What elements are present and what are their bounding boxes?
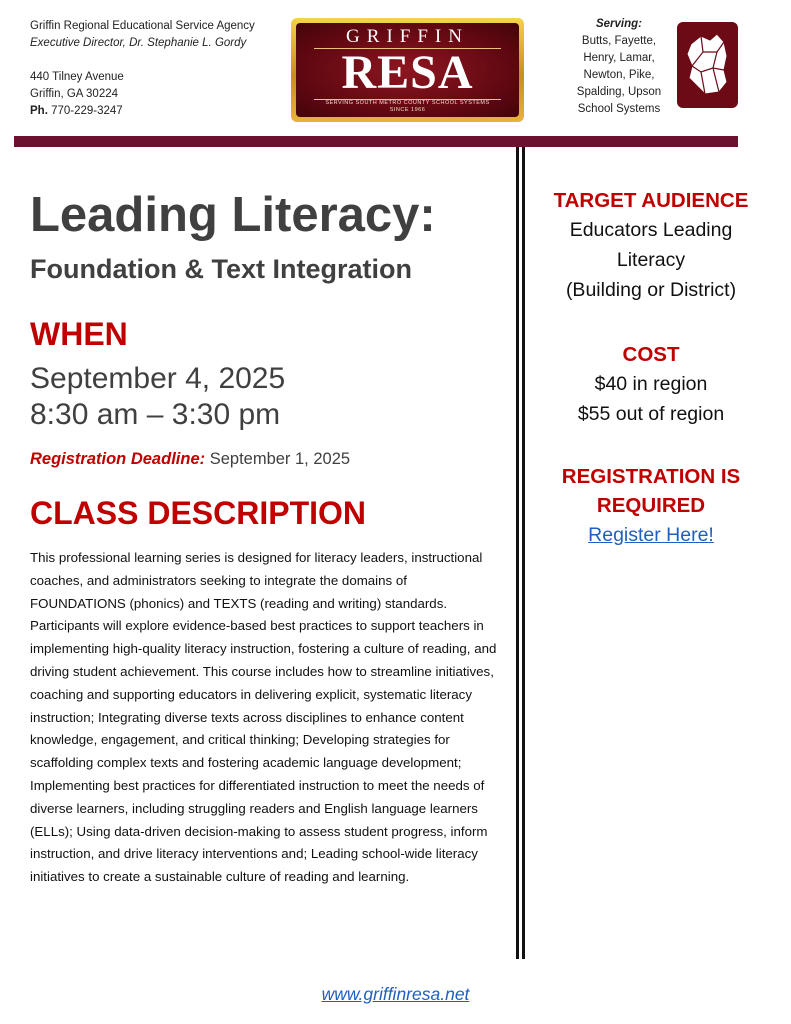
registration-heading-line: REQUIRED bbox=[596, 494, 706, 517]
cost-line: $55 out of region bbox=[577, 403, 725, 425]
deadline-label: Registration Deadline: bbox=[30, 450, 206, 468]
column-divider-right bbox=[522, 147, 525, 959]
when-heading: WHEN bbox=[30, 316, 128, 352]
page-title: Leading Literacy: bbox=[30, 188, 436, 242]
target-audience-heading: TARGET AUDIENCE bbox=[553, 189, 749, 212]
deadline-date: September 1, 2025 bbox=[205, 450, 351, 468]
phone-number: 770-229-3247 bbox=[47, 105, 123, 117]
phone-line bbox=[30, 103, 255, 120]
serving-line: School Systems bbox=[577, 103, 661, 115]
header-divider-bar bbox=[14, 136, 738, 147]
agency-contact-block bbox=[30, 18, 255, 120]
registration-block bbox=[540, 462, 762, 550]
website-link[interactable]: www.griffinresa.net bbox=[321, 984, 470, 1004]
column-divider-left bbox=[516, 147, 519, 959]
serving-label: Serving: bbox=[595, 18, 642, 30]
executive-director: Executive Director, Dr. Stephanie L. Gordy bbox=[30, 37, 247, 49]
phone-label: Ph. bbox=[30, 105, 48, 117]
logo-main-text: RESA bbox=[341, 46, 474, 99]
registration-heading-line: REGISTRATION IS bbox=[561, 465, 741, 488]
register-here-link[interactable]: Register Here! bbox=[588, 524, 714, 546]
city-state-zip: Griffin, GA 30224 bbox=[30, 88, 119, 100]
agency-name: Griffin Regional Educational Service Agency bbox=[30, 20, 255, 32]
logo-top-text: GRIFFIN bbox=[346, 26, 469, 47]
griffin-resa-logo bbox=[291, 18, 524, 122]
serving-line: Spalding, Upson bbox=[576, 86, 662, 98]
street-address: 440 Tilney Avenue bbox=[30, 71, 124, 83]
class-description-text: This professional learning series is designed for literacy leaders, instructional coaches, and administrators seeking to integrate the domains of FOUNDATIONS (phonics) and TEXTS (reading and writing) standards. Participants will explore evidence-based best practices to support teachers in implementing high-quality literacy instruction, fostering a culture of reading, and driving student achievement. This course includes how to streamline initiatives, coaching and supporting educators in delivering explicit, systematic literacy instruction; Integrating diverse texts across disciplines to enhance content knowledge, engagement, and critical thinking; Developing strategies for scaffolding complex texts and fostering academic language development; Implementing best practices for differentiated instruction to meet the needs of diverse learners, including struggling readers and English language learners (ELLs); Using data-driven decision-making to assess student progress, inform instruction, and drive literacy interventions and; Leading school-wide literacy initiatives to create a sustainable culture of reading and learning. bbox=[30, 550, 497, 885]
audience-line: Literacy bbox=[616, 249, 686, 271]
cost-line: $40 in region bbox=[594, 373, 708, 395]
cost-block bbox=[540, 340, 762, 429]
cost-heading: COST bbox=[622, 343, 680, 366]
audience-line: (Building or District) bbox=[565, 279, 737, 301]
event-date: September 4, 2025 bbox=[30, 362, 286, 395]
serving-line: Newton, Pike, bbox=[583, 69, 655, 81]
target-audience-block bbox=[540, 186, 762, 305]
class-description-heading: CLASS DESCRIPTION bbox=[30, 495, 367, 531]
serving-block bbox=[566, 16, 672, 118]
region-map-icon bbox=[677, 22, 738, 108]
audience-line: Educators Leading bbox=[569, 219, 733, 241]
registration-deadline bbox=[30, 447, 350, 471]
event-time: 8:30 am – 3:30 pm bbox=[30, 398, 281, 431]
logo-tagline: SERVING SOUTH METRO COUNTY SCHOOL SYSTEMS SINCE 1966 bbox=[325, 100, 490, 113]
serving-line: Henry, Lamar, bbox=[583, 52, 655, 64]
page-subtitle: Foundation & Text Integration bbox=[30, 254, 412, 284]
serving-line: Butts, Fayette, bbox=[581, 35, 657, 47]
